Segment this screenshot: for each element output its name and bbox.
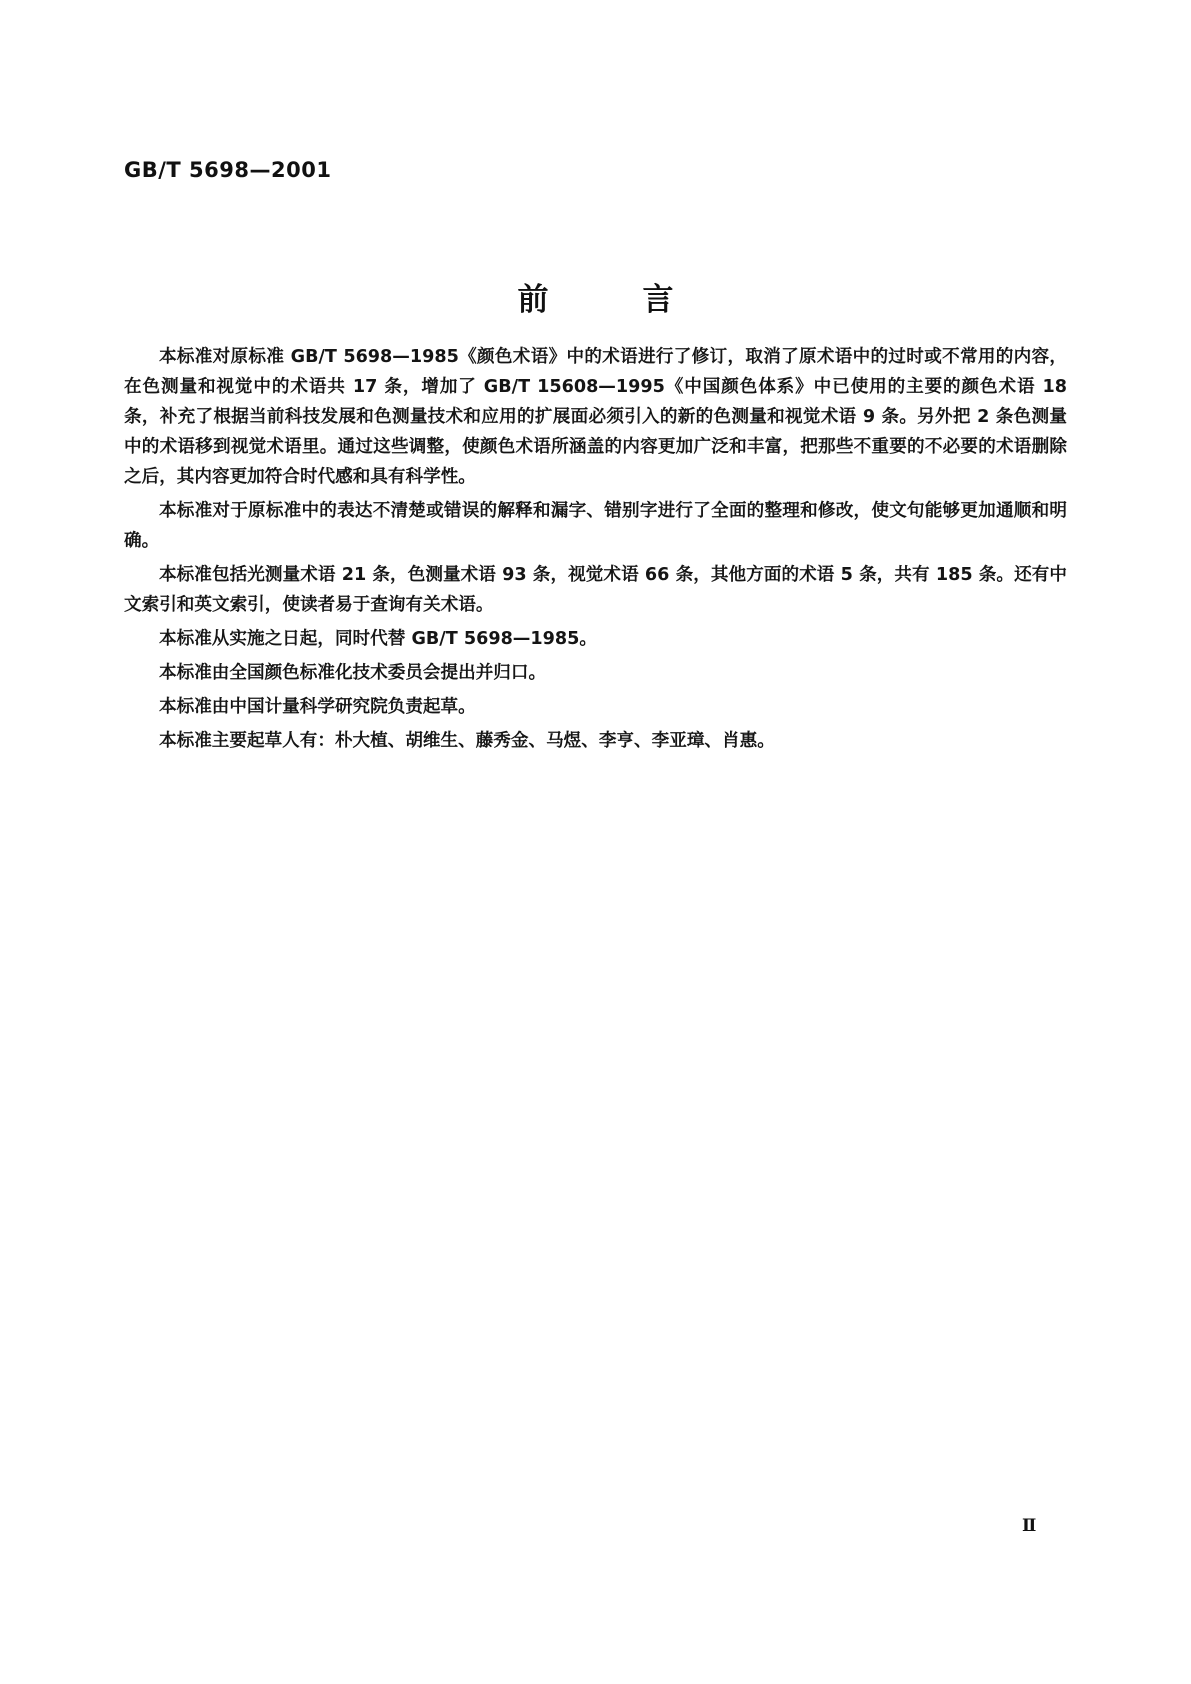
- paragraph-drafters: 本标准主要起草人有：朴大植、胡维生、藤秀金、马煜、李亨、李亚璋、肖惠。: [159, 731, 775, 751]
- paragraph-drafting-unit: 本标准由中国计量科学研究院负责起草。: [159, 697, 476, 717]
- paragraph-proposer: 本标准由全国颜色标准化技术委员会提出并归口。: [159, 663, 547, 683]
- paragraph-replacement: 本标准从实施之日起，同时代替 GB/T 5698—1985。: [159, 629, 597, 649]
- foreword-body: [124, 342, 1067, 760]
- paragraph-term-counts: 本标准包括光测量术语 21 条，色测量术语 93 条，视觉术语 66 条，其他方面的术语 5 条，共有 185 条。还有中文索引和英文索引，使读者易于查询有关术语。: [124, 565, 1067, 615]
- paragraph-corrections: 本标准对于原标准中的表达不清楚或错误的解释和漏字、错别字进行了全面的整理和修改，使文句能够更加通顺和明确。: [124, 501, 1067, 551]
- paragraph-revision-summary: 本标准对原标准 GB/T 5698—1985《颜色术语》中的术语进行了修订，取消了原术语中的过时或不常用的内容，在色测量和视觉中的术语共 17 条，增加了 GB/T 15608—1995《中国颜色体系》中已使用的主要的颜色术语 18 条，补充了根据当前科技发展和色测量技术和应用的扩展面必须引入的新的色测量和视觉术语 9 条。另外把 2 条色测量中的术语移到视觉术语里。通过这些调整，使颜色术语所涵盖的内容更加广泛和丰富，把那些不重要的不必要的术语删除之后，其内容更加符合时代感和具有科学性。: [124, 347, 1067, 487]
- standard-code: GB/T 5698—2001: [124, 158, 332, 182]
- page-number: Ⅱ: [1022, 1516, 1037, 1536]
- page-title: 前言: [517, 282, 768, 318]
